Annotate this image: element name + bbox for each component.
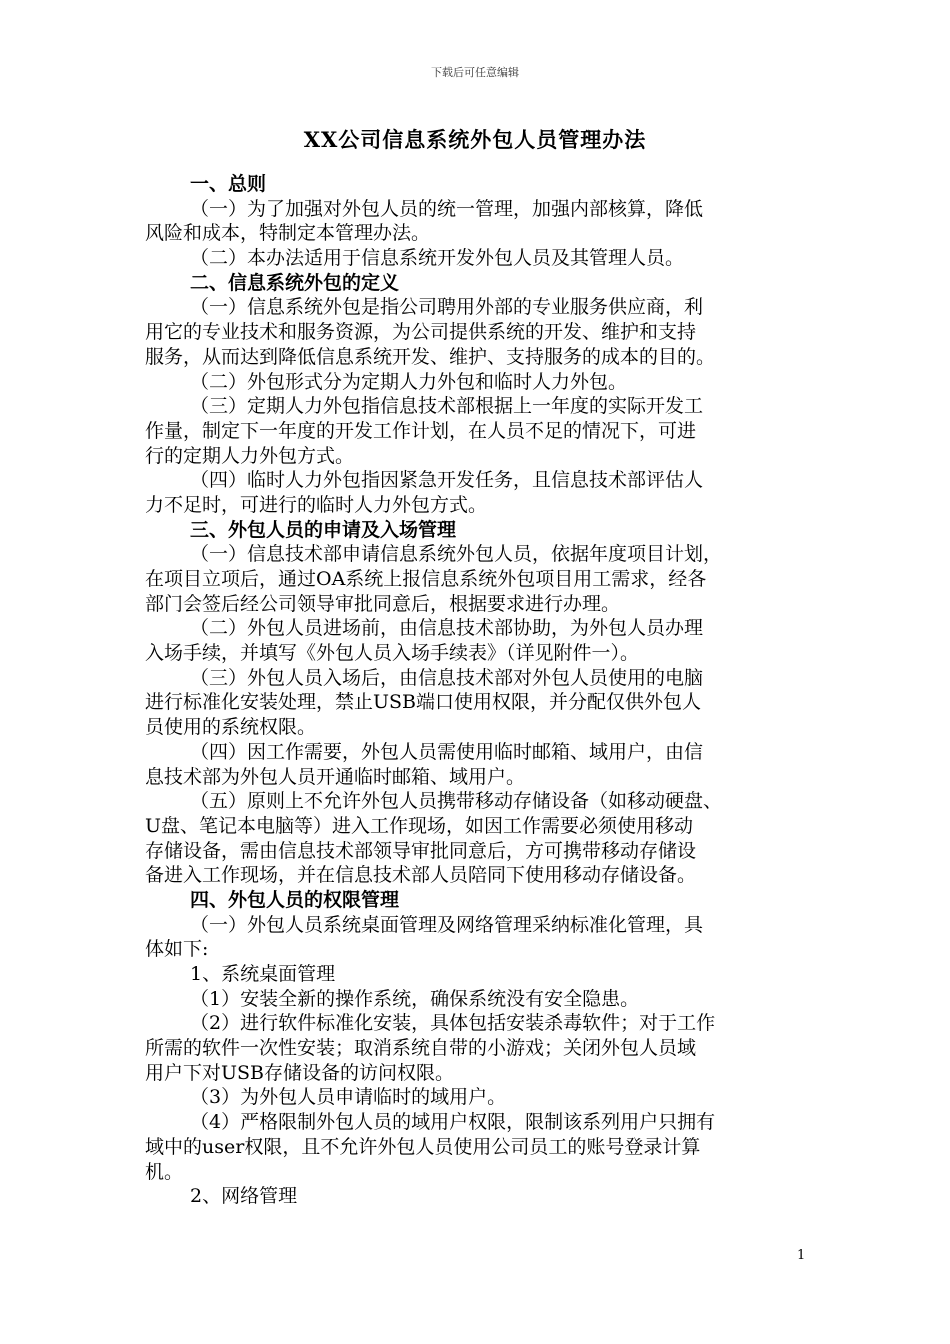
paragraph-line: 作量，制定下一年度的开发工作计划，在人员不足的情况下，可进	[145, 419, 697, 442]
paragraph-line: 风险和成本，特制定本管理办法。	[145, 222, 431, 245]
paragraph-line: 息技术部为外包人员开通临时邮箱、域用户。	[145, 765, 526, 788]
paragraph-line: （一）为了加强对外包人员的统一管理，加强内部核算，降低	[190, 197, 704, 220]
section-heading: 二、信息系统外包的定义	[190, 271, 400, 294]
paragraph-line: 用户下对USB存储设备的访问权限。	[145, 1061, 454, 1084]
paragraph-line: （一）信息技术部申请信息系统外包人员，依据年度项目计划，	[190, 543, 723, 566]
paragraph-line: （1）安装全新的操作系统，确保系统没有安全隐患。	[190, 987, 640, 1010]
paragraph-line: U盘、笔记本电脑等）进入工作现场，如因工作需要必须使用移动	[145, 814, 694, 837]
section-heading: 四、外包人员的权限管理	[190, 888, 400, 911]
paragraph-line: 部门会签后经公司领导审批同意后，根据要求进行办理。	[145, 592, 621, 615]
paragraph-line: 行的定期人力外包方式。	[145, 444, 355, 467]
paragraph-line: 在项目立项后，通过OA系统上报信息系统外包项目用工需求，经各	[145, 568, 707, 590]
paragraph-line: （二）外包形式分为定期人力外包和临时人力外包。	[190, 370, 628, 393]
paragraph-line: （4）严格限制外包人员的域用户权限，限制该系列用户只拥有	[190, 1111, 716, 1134]
paragraph-line: 所需的软件一次性安装；取消系统自带的小游戏；关闭外包人员域	[145, 1037, 697, 1060]
paragraph-line: （一）外包人员系统桌面管理及网络管理采纳标准化管理，具	[190, 913, 704, 936]
subsection-heading: 2、网络管理	[190, 1185, 298, 1208]
paragraph-line: （二）外包人员进场前，由信息技术部协助，为外包人员办理	[190, 617, 704, 640]
section-heading: 三、外包人员的申请及入场管理	[190, 518, 457, 541]
paragraph-line: 进行标准化安装处理，禁止USB端口使用权限，并分配仅供外包人	[145, 691, 701, 714]
paragraph-line: （三）定期人力外包指信息技术部根据上一年度的实际开发工	[190, 395, 704, 418]
paragraph-line: （二）本办法适用于信息系统开发外包人员及其管理人员。	[190, 247, 685, 270]
header-note: 下载后可任意编辑	[431, 66, 519, 79]
paragraph-line: 机。	[145, 1160, 184, 1183]
page-number: 1	[797, 1248, 806, 1263]
paragraph-line: 入场手续，并填写《外包人员入场手续表》（详见附件一）。	[145, 642, 640, 665]
paragraph-line: 体如下:	[145, 938, 209, 961]
paragraph-line: （三）外包人员入场后，由信息技术部对外包人员使用的电脑	[190, 666, 704, 689]
paragraph-line: （3）为外包人员申请临时的域用户。	[190, 1086, 507, 1109]
section-heading: 一、总则	[190, 173, 267, 195]
paragraph-line: 域中的user权限，且不允许外包人员使用公司员工的账号登录计算	[145, 1135, 701, 1158]
paragraph-line: 存储设备，需由信息技术部领导审批同意后，方可携带移动存储设	[145, 839, 697, 862]
document-body	[145, 172, 810, 1209]
subsection-heading: 1、系统桌面管理	[190, 963, 336, 985]
paragraph-line: 备进入工作现场，并在信息技术部人员陪同下使用移动存储设备。	[145, 864, 697, 887]
paragraph-line: 员使用的系统权限。	[145, 716, 317, 739]
paragraph-line: （五）原则上不允许外包人员携带移动存储设备（如移动硬盘、	[190, 790, 723, 813]
paragraph-line: （四）因工作需要，外包人员需使用临时邮箱、域用户，由信	[190, 740, 704, 763]
paragraph-line: （四）临时人力外包指因紧急开发任务，且信息技术部评估人	[190, 469, 704, 492]
paragraph-line: （一）信息系统外包是指公司聘用外部的专业服务供应商，利	[190, 296, 704, 319]
paragraph-line: 服务，从而达到降低信息系统开发、维护、支持服务的成本的目的。	[145, 345, 716, 368]
paragraph-line: 力不足时，可进行的临时人力外包方式。	[145, 493, 488, 516]
document-title: XX公司信息系统外包人员管理办法	[303, 127, 647, 152]
paragraph-line: 用它的专业技术和服务资源，为公司提供系统的开发、维护和支持	[145, 321, 697, 344]
paragraph-line: （2）进行软件标准化安装，具体包括安装杀毒软件；对于工作	[190, 1012, 716, 1035]
